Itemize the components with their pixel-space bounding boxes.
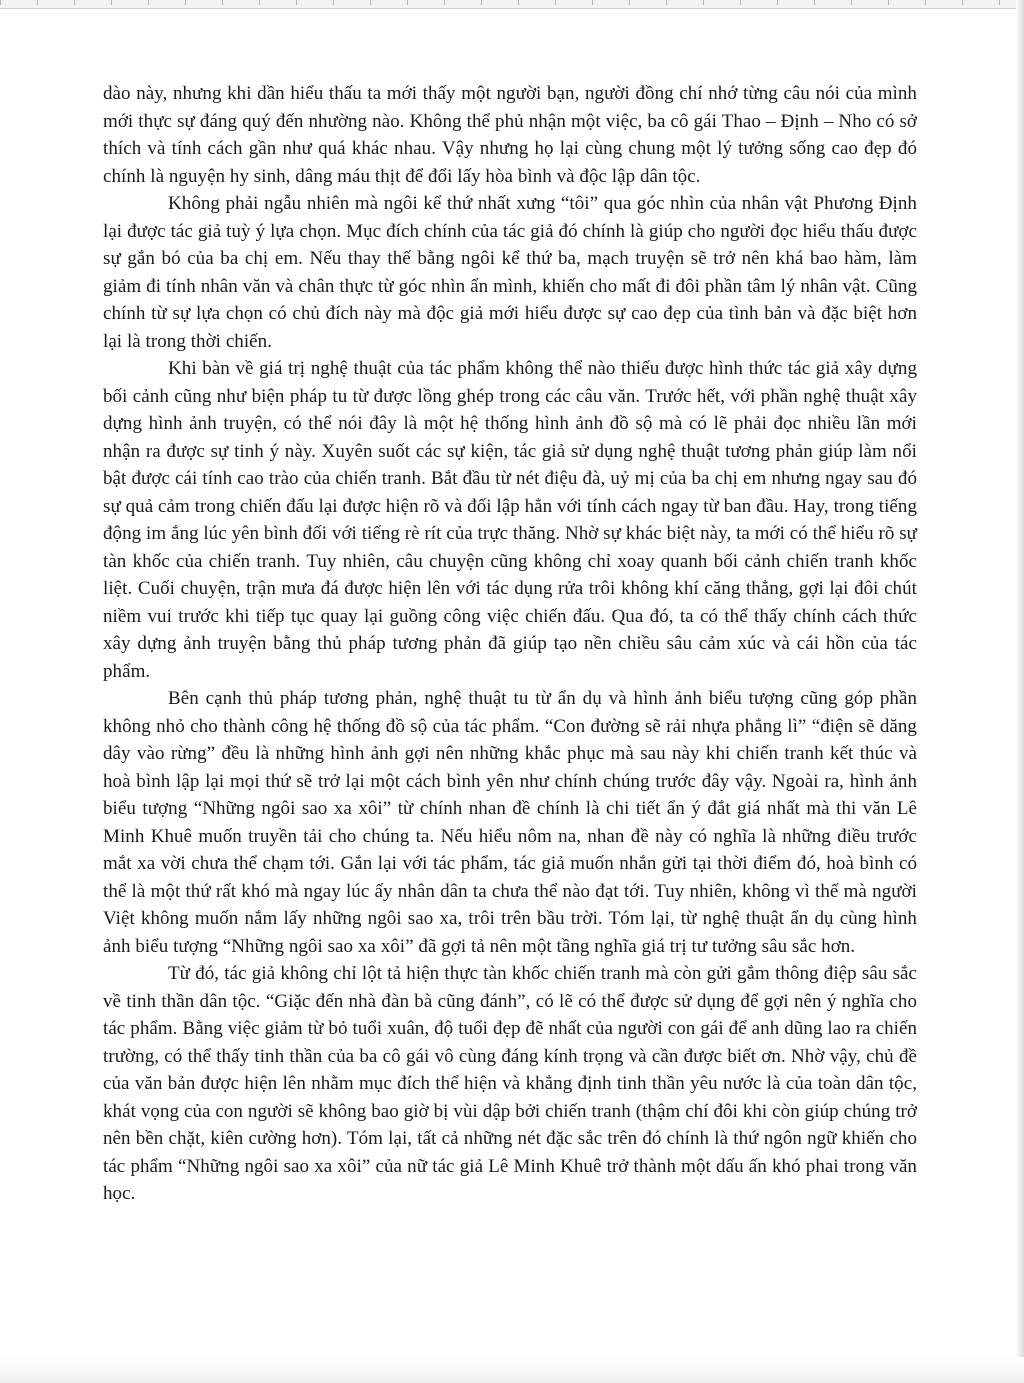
paragraph-4: Bên cạnh thủ pháp tương phản, nghệ thuật tu từ ẩn dụ và hình ảnh biểu tượng cũng góp phần không nhỏ cho thành công hệ thống đồ sộ của tác phẩm. “Con đường sẽ rải nhựa phẳng lì” “điện sẽ dăng dây vào rừng” đều là những hình ảnh gợi nên những khắc phục mà sau này khi chiến tranh kết thúc và hoà bình lập lại mọi thứ sẽ trở lại một cách bình yên như chính chúng trước đây vậy. Ngoài ra, hình ảnh biểu tượng “Những ngôi sao xa xôi” từ chính nhan đề chính là chi tiết ẩn ý đắt giá nhất mà thi văn Lê Minh Khuê muốn truyền tải cho chúng ta. Nếu hiểu nôm na, nhan đề này có nghĩa là những điều trước mắt xa vời chưa thể chạm tới. Gắn lại với tác phẩm, tác giả muốn nhắn gửi tại thời điểm đó, hoà bình có thể là một thứ rất khó mà ngay lúc ấy nhân dân ta chưa thể nào đạt tới. Tuy nhiên, không vì thế mà người Việt không muốn nắm lấy những ngôi sao xa, trôi trên bầu trời. Tóm lại, từ nghệ thuật ẩn dụ cùng hình ảnh biểu tượng “Những ngôi sao xa xôi” đã gợi tả nên một tầng nghĩa giá trị tư tưởng sâu sắc hơn. xyxy=(103,688,917,957)
top-ruler xyxy=(0,0,1024,9)
paragraph-2: Không phải ngẫu nhiên mà ngôi kể thứ nhất xưng “tôi” qua góc nhìn của nhân vật Phương Định lại được tác giả tuỳ ý lựa chọn. Mục đích chính của tác giả đó chính là giúp cho người đọc hiểu thấu được sự gắn bó của ba chị em. Nếu thay thế bằng ngôi kể thứ ba, mạch truyện sẽ trở nên khá bao hàm, làm giảm đi tính nhân văn và chân thực từ góc nhìn ẩn mình, khiến cho mất đi đôi phần tâm lý nhân vật. Cũng chính từ sự lựa chọn có chủ đích này mà độc giả mới hiểu được sự cao đẹp của tình bản và đặc biệt hơn lại là trong thời chiến. xyxy=(103,193,917,352)
paragraph-5: Từ đó, tác giả không chỉ lột tả hiện thực tàn khốc chiến tranh mà còn gửi gắm thông điệp sâu sắc về tinh thần dân tộc. “Giặc đến nhà đàn bà cũng đánh”, có lẽ có thể được sử dụng để gợi nên ý nghĩa cho tác phẩm. Bằng việc giảm từ bỏ tuổi xuân, độ tuổi đẹp đẽ nhất của người con gái để anh dũng lao ra chiến trường, có thể thấy tinh thần của ba cô gái vô cùng đáng kính trọng và cần được biết ơn. Nhờ vậy, chủ đề của văn bản được hiện lên nhằm mục đích thể hiện và khẳng định tinh thần yêu nước là của toàn dân tộc, khát vọng của con người sẽ không bao giờ bị vùi dập bởi chiến tranh (thậm chí đôi khi còn giúp chúng trở nên bền chặt, kiên cường hơn). Tóm lại, tất cả những nét đặc sắc trên đó chính là thứ ngôn ngữ khiến cho tác phẩm “Những ngôi sao xa xôi” của nữ tác giả Lê Minh Khuê trở thành một dấu ấn khó phai trong văn học. xyxy=(103,963,917,1204)
page-edge-shadow xyxy=(1016,0,1024,1383)
paragraph-3: Khi bàn về giá trị nghệ thuật của tác phẩm không thể nào thiếu được hình thức tác giả xây dựng bối cảnh cũng như biện pháp tu từ được lồng ghép trong các câu văn. Trước hết, với phần nghệ thuật xây dựng hình ảnh truyện, có thể nói đây là một hệ thống hình ảnh đồ sộ mà có lẽ phải đọc nhiều lần mới nhận ra được sự tinh ý này. Xuyên suốt các sự kiện, tác giả sử dụng nghệ thuật tương phản giúp làm nổi bật được cái tính cao trào của chiến tranh. Bắt đầu từ nét điệu đà, uỷ mị của ba chị em nhưng ngay sau đó sự quả cảm trong chiến đấu lại được hiện rõ và đối lập hẳn với tính cách ngay từ ban đầu. Hay, trong tiếng động im ắng lúc yên bình đối với tiếng rè rít của trực thăng. Nhờ sự khác biệt này, ta mới có thể hiểu rõ sự tàn khốc của chiến tranh. Tuy nhiên, câu chuyện cũng không chỉ xoay quanh bối cảnh chiến tranh khốc liệt. Cuối chuyện, trận mưa đá được hiện lên với tác dụng rửa trôi không khí căng thẳng, gợi lại đôi chút niềm vui trước khi tiếp tục quay lại guồng công việc chiến đấu. Qua đó, ta có thể thấy chính cách thức xây dựng ảnh truyện bằng thủ pháp tương phản đã giúp tạo nền chiều sâu cảm xúc và cái hồn của tác phẩm. xyxy=(103,358,917,682)
paragraph-1: dào này, nhưng khi dần hiểu thấu ta mới thấy một người bạn, người đồng chí nhớ từng câu nói của mình mới thực sự đáng quý đến nhường nào. Không thể phủ nhận một việc, ba cô gái Thao – Định – Nho có sở thích và tính cách gần như quá khác nhau. Vậy nhưng họ lại cùng chung một lý tưởng sống cao đẹp đó chính là nguyện hy sinh, dâng máu thịt để đổi lấy hòa bình và độc lập dân tộc. xyxy=(103,83,917,187)
page-bottom-band xyxy=(0,1357,1024,1383)
document-body xyxy=(103,80,917,1208)
